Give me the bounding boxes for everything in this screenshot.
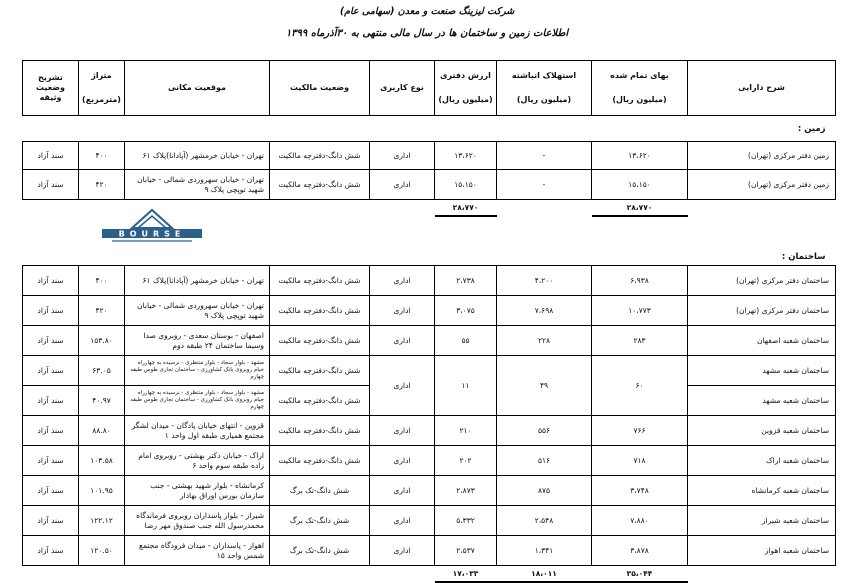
asset-depreciation: - bbox=[497, 170, 592, 200]
asset-book-value: ۲۱۰ bbox=[435, 416, 497, 446]
logo-text: BOURSE bbox=[118, 229, 186, 239]
asset-ownership: شش دانگ-دفترچه مالکیت bbox=[270, 446, 370, 476]
section-land: زمین : bbox=[797, 124, 826, 135]
asset-depreciation: ۵۵۶ bbox=[497, 416, 592, 446]
bourse-logo bbox=[92, 206, 212, 246]
asset-location: مشهد - بلوار سجاد - بلوار منتظری - نرسیده به چهارراه خیام روبروی بانک کشاورزی - ساختمان تجاری طوس طبقه چهارم bbox=[125, 356, 270, 386]
asset-usage: اداری bbox=[370, 296, 435, 326]
asset-area: ۴۰۰ bbox=[79, 142, 125, 170]
table-row bbox=[23, 296, 836, 326]
asset-ownership: شش دانگ-دفترچه مالکیت bbox=[270, 356, 370, 386]
header-location: موقعیت مکانی bbox=[125, 61, 270, 116]
asset-usage: اداری bbox=[370, 446, 435, 476]
asset-deed-status: سند آزاد bbox=[23, 266, 79, 296]
asset-location: تهران - خیابان خرمشهر (آپادانا)پلاک ۶۱ bbox=[125, 142, 270, 170]
asset-deed-status: سند آزاد bbox=[23, 476, 79, 506]
asset-book-value: ۳،۰۷۵ bbox=[435, 296, 497, 326]
asset-depreciation: ۴،۲۰۰ bbox=[497, 266, 592, 296]
header-usage: نوع کاربری bbox=[370, 61, 435, 116]
asset-deed-status: سند آزاد bbox=[23, 446, 79, 476]
header-cost: بهای تمام شده (میلیون ریال) bbox=[592, 61, 688, 116]
asset-depreciation: ۷،۶۹۸ bbox=[497, 296, 592, 326]
report-subtitle: اطلاعات زمین و ساختمان ها در سال مالی منتهی به ۳۰آذرماه ۱۳۹۹ bbox=[285, 28, 569, 39]
asset-desc: ساختمان شعبه اراک bbox=[688, 446, 836, 476]
asset-cost: ۱۵،۱۵۰ bbox=[592, 170, 688, 200]
asset-cost: ۱۰،۷۷۳ bbox=[592, 296, 688, 326]
asset-depreciation: ۸۷۵ bbox=[497, 476, 592, 506]
asset-cost: ۳،۸۷۸ bbox=[592, 536, 688, 566]
asset-area: ۱۲۰.۵۰ bbox=[79, 536, 125, 566]
asset-cost: ۶۰ bbox=[592, 356, 688, 416]
asset-desc: ساختمان شعبه قزوین bbox=[688, 416, 836, 446]
asset-location: اراک - خیابان دکتر بهشتی - روبروی امام زاده طبقه سوم واحد ۶ bbox=[125, 446, 270, 476]
asset-cost: ۶،۹۳۸ bbox=[592, 266, 688, 296]
asset-usage: اداری bbox=[370, 326, 435, 356]
asset-desc: ساختمان شعبه کرمانشاه bbox=[688, 476, 836, 506]
asset-cost: ۱۳،۶۲۰ bbox=[592, 142, 688, 170]
asset-desc: زمین دفتر مرکزی (تهران) bbox=[688, 170, 836, 200]
table-row bbox=[23, 506, 836, 536]
table-row bbox=[23, 446, 836, 476]
asset-location: اصفهان - بوستان سعدی - روبروی صدا وسیما ساختمان ۲۴ طبقه دوم bbox=[125, 326, 270, 356]
asset-area: ۴۰۰ bbox=[79, 266, 125, 296]
asset-usage: اداری bbox=[370, 170, 435, 200]
asset-area: ۱۰۱.۹۵ bbox=[79, 476, 125, 506]
asset-usage: اداری bbox=[370, 476, 435, 506]
header-area: متراژ (مترمربع) bbox=[79, 61, 125, 116]
asset-desc: ساختمان شعبه اصفهان bbox=[688, 326, 836, 356]
asset-deed-status: سند آزاد bbox=[23, 386, 79, 416]
asset-desc: ساختمان شعبه مشهد bbox=[688, 356, 836, 386]
asset-location: قزوین - انتهای خیابان پادگان - میدان لشگر مجتمع همیاری طبقه اول واحد ۱ bbox=[125, 416, 270, 446]
asset-desc: ساختمان شعبه شیراز bbox=[688, 506, 836, 536]
asset-ownership: شش دانگ-دفترچه مالکیت bbox=[270, 326, 370, 356]
asset-ownership: شش دانگ-دفترچه مالکیت bbox=[270, 386, 370, 416]
asset-depreciation: ۲۲۸ bbox=[497, 326, 592, 356]
header-dep: استهلاک انباشته (میلیون ریال) bbox=[497, 61, 592, 116]
asset-book-value: ۲۰۲ bbox=[435, 446, 497, 476]
total-book-value: ۲۸،۷۷۰ bbox=[435, 200, 497, 216]
table-row bbox=[23, 536, 836, 566]
asset-location: تهران - خیابان خرمشهر (آپادانا)پلاک ۶۱ bbox=[125, 266, 270, 296]
asset-area: ۸۸.۸۰ bbox=[79, 416, 125, 446]
asset-desc: ساختمان شعبه اهواز bbox=[688, 536, 836, 566]
table-row bbox=[23, 326, 836, 356]
asset-usage: اداری bbox=[370, 536, 435, 566]
table-row bbox=[23, 356, 836, 386]
asset-cost: ۷،۸۸۰ bbox=[592, 506, 688, 536]
asset-desc: ساختمان دفتر مرکزی (تهران) bbox=[688, 266, 836, 296]
asset-depreciation: ۵۱۶ bbox=[497, 446, 592, 476]
asset-area: ۱۲۲.۱۲ bbox=[79, 506, 125, 536]
asset-ownership: شش دانگ-دفترچه مالکیت bbox=[270, 266, 370, 296]
asset-deed-status: سند آزاد bbox=[23, 170, 79, 200]
asset-usage: اداری bbox=[370, 142, 435, 170]
asset-area: ۴۲۰ bbox=[79, 296, 125, 326]
table-row bbox=[23, 266, 836, 296]
asset-location: اهواز - پاسداران - میدان فرودگاه مجتمع شمس واحد ۱۵ bbox=[125, 536, 270, 566]
company-title: شرکت لیزینگ صنعت و معدن (سهامی عام) bbox=[339, 6, 515, 17]
asset-area: ۱۵۳.۸۰ bbox=[79, 326, 125, 356]
asset-book-value: ۵۵ bbox=[435, 326, 497, 356]
asset-cost: ۳،۷۴۸ bbox=[592, 476, 688, 506]
header-deed: تشریح وضعیت وثیقه bbox=[23, 61, 79, 116]
header-ownership: وضعیت مالکیت bbox=[270, 61, 370, 116]
asset-area: ۴۰.۹۷ bbox=[79, 386, 125, 416]
asset-ownership: شش دانگ-دفترچه مالکیت bbox=[270, 296, 370, 326]
asset-cost: ۷۱۸ bbox=[592, 446, 688, 476]
asset-cost: ۷۶۶ bbox=[592, 416, 688, 446]
asset-ownership: شش دانگ-تک برگ bbox=[270, 476, 370, 506]
asset-ownership: شش دانگ-دفترچه مالکیت bbox=[270, 142, 370, 170]
asset-book-value: ۵،۳۳۲ bbox=[435, 506, 497, 536]
asset-desc: ساختمان شعبه مشهد bbox=[688, 386, 836, 416]
asset-deed-status: سند آزاد bbox=[23, 356, 79, 386]
asset-deed-status: سند آزاد bbox=[23, 416, 79, 446]
table-row bbox=[23, 170, 836, 200]
asset-book-value: ۱۳،۶۲۰ bbox=[435, 142, 497, 170]
asset-book-value: ۱۵،۱۵۰ bbox=[435, 170, 497, 200]
asset-area: ۶۳.۰۵ bbox=[79, 356, 125, 386]
asset-area: ۱۰۳.۵۸ bbox=[79, 446, 125, 476]
asset-area: ۴۲۰ bbox=[79, 170, 125, 200]
asset-book-value: ۲،۷۳۸ bbox=[435, 266, 497, 296]
asset-deed-status: سند آزاد bbox=[23, 506, 79, 536]
assets-table bbox=[22, 60, 836, 583]
asset-ownership: شش دانگ-دفترچه مالکیت bbox=[270, 416, 370, 446]
asset-usage: اداری bbox=[370, 356, 435, 416]
asset-book-value: ۲،۵۳۷ bbox=[435, 536, 497, 566]
asset-depreciation: ۱،۳۴۱ bbox=[497, 536, 592, 566]
total-book-value: ۱۷،۰۳۳ bbox=[435, 566, 497, 582]
asset-location: مشهد - بلوار سجاد - بلوار منتظری - نرسیده به چهارراه خیام روبروی بانک کشاورزی - ساختمان تجاری طوس طبقه چهارم bbox=[125, 386, 270, 416]
asset-deed-status: سند آزاد bbox=[23, 326, 79, 356]
asset-usage: اداری bbox=[370, 416, 435, 446]
asset-location: شیراز - بلوار پاسداران روبروی فرماندگاه محمدرسول الله جنب صندوق مهر رضا bbox=[125, 506, 270, 536]
asset-book-value: ۱۱ bbox=[435, 356, 497, 416]
asset-depreciation: - bbox=[497, 142, 592, 170]
table-row bbox=[23, 142, 836, 170]
header-desc: شرح دارایی bbox=[688, 61, 836, 116]
asset-book-value: ۲،۸۷۳ bbox=[435, 476, 497, 506]
building-total-row bbox=[23, 566, 836, 582]
asset-ownership: شش دانگ-تک برگ bbox=[270, 506, 370, 536]
total-cost: ۳۵،۰۴۴ bbox=[592, 566, 688, 582]
asset-deed-status: سند آزاد bbox=[23, 142, 79, 170]
asset-depreciation: ۲،۵۴۸ bbox=[497, 506, 592, 536]
asset-cost: ۲۸۳ bbox=[592, 326, 688, 356]
asset-usage: اداری bbox=[370, 506, 435, 536]
asset-depreciation: ۴۹ bbox=[497, 356, 592, 416]
asset-desc: ساختمان دفتر مرکزی (تهران) bbox=[688, 296, 836, 326]
asset-deed-status: سند آزاد bbox=[23, 296, 79, 326]
total-depreciation: ۱۸،۰۱۱ bbox=[497, 566, 592, 582]
table-row bbox=[23, 416, 836, 446]
asset-deed-status: سند آزاد bbox=[23, 536, 79, 566]
asset-ownership: شش دانگ-دفترچه مالکیت bbox=[270, 170, 370, 200]
asset-ownership: شش دانگ-تک برگ bbox=[270, 536, 370, 566]
table-row bbox=[23, 476, 836, 506]
section-building: ساختمان : bbox=[781, 251, 826, 262]
asset-location: کرمانشاه - بلوار شهید بهشتی - جنب سازمان بورس اوراق بهادار bbox=[125, 476, 270, 506]
asset-desc: زمین دفتر مرکزی (تهران) bbox=[688, 142, 836, 170]
asset-location: تهران - خیابان سهروردی شمالی - خیابان شهید توپچی پلاک ۹ bbox=[125, 170, 270, 200]
asset-usage: اداری bbox=[370, 266, 435, 296]
asset-location: تهران - خیابان سهروردی شمالی - خیابان شهید توپچی پلاک ۹ bbox=[125, 296, 270, 326]
header-book: ارزش دفتری (میلیون ریال) bbox=[435, 61, 497, 116]
total-cost: ۲۸،۷۷۰ bbox=[592, 200, 688, 216]
